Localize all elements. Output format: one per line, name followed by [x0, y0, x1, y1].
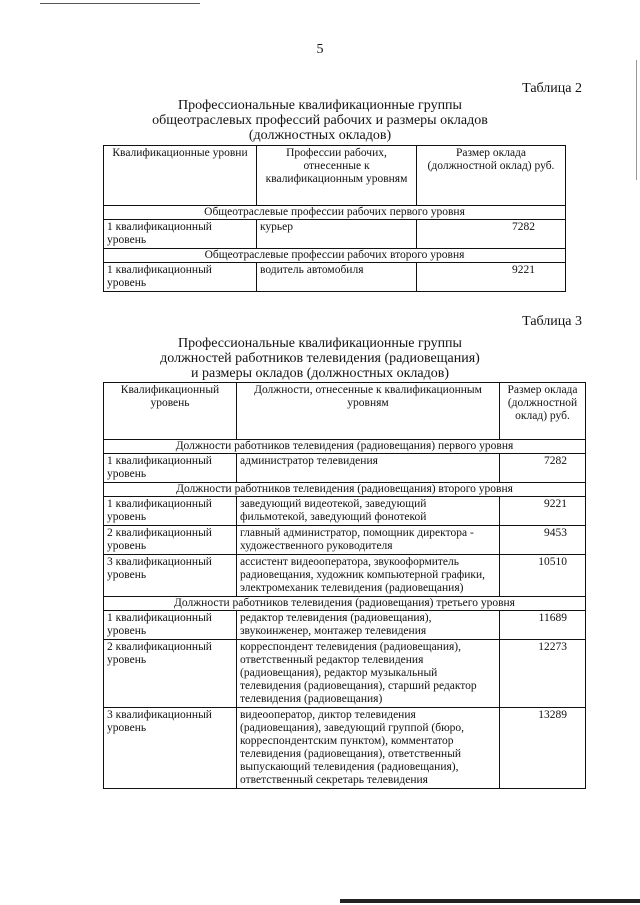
table-row	[104, 555, 586, 597]
level-cell: 1 квалификационный уровень	[104, 220, 257, 249]
level-cell: 1 квалификационный уровень	[104, 454, 237, 483]
table2-header-profession: Профессии рабочих, отнесенные к квалификационным уровням	[257, 146, 417, 206]
level-cell: 3 квалификационный уровень	[104, 555, 237, 597]
table2-header-row	[104, 146, 566, 206]
salary-cell: 11689	[500, 611, 586, 640]
table3-section-row	[104, 483, 586, 497]
level-cell: 1 квалификационный уровень	[104, 611, 237, 640]
table-row	[104, 640, 586, 708]
level-cell: 3 квалификационный уровень	[104, 708, 237, 789]
position-cell: ассистент видеооператора, звукооформитель радиовещания, художник компьютерной графики, электромеханик телевидения (радиовещания)	[237, 555, 500, 597]
salary-cell: 13289	[500, 708, 586, 789]
salary-cell: 7282	[500, 454, 586, 483]
table2-title-line-1: Профессиональные квалификационные группы	[178, 98, 462, 113]
table3-section-row	[104, 597, 586, 611]
profession-cell: курьер	[257, 220, 417, 249]
salary-cell: 10510	[500, 555, 586, 597]
table2-label: Таблица 2	[522, 81, 582, 96]
table2-header-salary: Размер оклада (должностной оклад) руб.	[417, 146, 566, 206]
table-row	[104, 708, 586, 789]
position-cell: заведующий видеотекой, заведующий фильмотекой, заведующий фонотекой	[237, 497, 500, 526]
salary-cell: 9221	[500, 497, 586, 526]
page-number: 5	[316, 42, 324, 57]
table2-section-title: Общеотраслевые профессии рабочих первого уровня	[104, 206, 566, 220]
table2-section-row	[104, 206, 566, 220]
position-cell: видеооператор, диктор телевидения (радиовещания), заведующий группой (бюро, корреспондентским пунктом), комментатор телевидения (радиовещания), ответственный выпускающий телевидения (радиовещания), ответственный секретарь телевидения	[237, 708, 500, 789]
table3-header-position: Должности, отнесенные к квалификационным уровням	[237, 383, 500, 440]
table3-section-title: Должности работников телевидения (радиовещания) второго уровня	[104, 483, 586, 497]
table-row	[104, 263, 566, 292]
table3-section-title: Должности работников телевидения (радиовещания) первого уровня	[104, 440, 586, 454]
table3	[103, 382, 586, 789]
salary-cell: 9221	[417, 263, 566, 292]
table3-section-row	[104, 440, 586, 454]
table-row	[104, 611, 586, 640]
level-cell: 1 квалификационный уровень	[104, 497, 237, 526]
table2-header-level: Квалификационные уровни	[104, 146, 257, 206]
table2-title-line-2: общеотраслевых профессий рабочих и размеры окладов	[152, 113, 488, 128]
table2-section-title: Общеотраслевые профессии рабочих второго уровня	[104, 249, 566, 263]
table3-header-row	[104, 383, 586, 440]
salary-cell: 12273	[500, 640, 586, 708]
scan-artifact-top	[40, 3, 200, 4]
table-row	[104, 220, 566, 249]
salary-cell: 9453	[500, 526, 586, 555]
position-cell: администратор телевидения	[237, 454, 500, 483]
level-cell: 2 квалификационный уровень	[104, 526, 237, 555]
table3-title-line-3: и размеры окладов (должностных окладов)	[191, 366, 449, 381]
table2-section-row	[104, 249, 566, 263]
table3-title-line-1: Профессиональные квалификационные группы	[178, 336, 462, 351]
table-row	[104, 497, 586, 526]
table-row	[104, 454, 586, 483]
salary-cell: 7282	[417, 220, 566, 249]
table3-label: Таблица 3	[522, 314, 582, 329]
position-cell: редактор телевидения (радиовещания), звукоинженер, монтажер телевидения	[237, 611, 500, 640]
table2-title-line-3: (должностных окладов)	[248, 128, 392, 143]
position-cell: корреспондент телевидения (радиовещания), ответственный редактор телевидения (радиовещания), редактор музыкальный телевидения (радиовещания), старший редактор телевидения (радиовещания)	[237, 640, 500, 708]
table2	[103, 145, 566, 292]
table3-header-level: Квалификационный уровень	[104, 383, 237, 440]
level-cell: 2 квалификационный уровень	[104, 640, 237, 708]
table-row	[104, 526, 586, 555]
table3-title-line-2: должностей работников телевидения (радиовещания)	[160, 351, 480, 366]
position-cell: главный администратор, помощник директора - художественного руководителя	[237, 526, 500, 555]
scan-artifact-bottom	[340, 899, 640, 903]
level-cell: 1 квалификационный уровень	[104, 263, 257, 292]
table3-header-salary: Размер оклада (должностной оклад) руб.	[500, 383, 586, 440]
table3-section-title: Должности работников телевидения (радиовещания) третьего уровня	[104, 597, 586, 611]
table2-title	[0, 98, 640, 143]
profession-cell: водитель автомобиля	[257, 263, 417, 292]
table3-title	[0, 336, 640, 381]
